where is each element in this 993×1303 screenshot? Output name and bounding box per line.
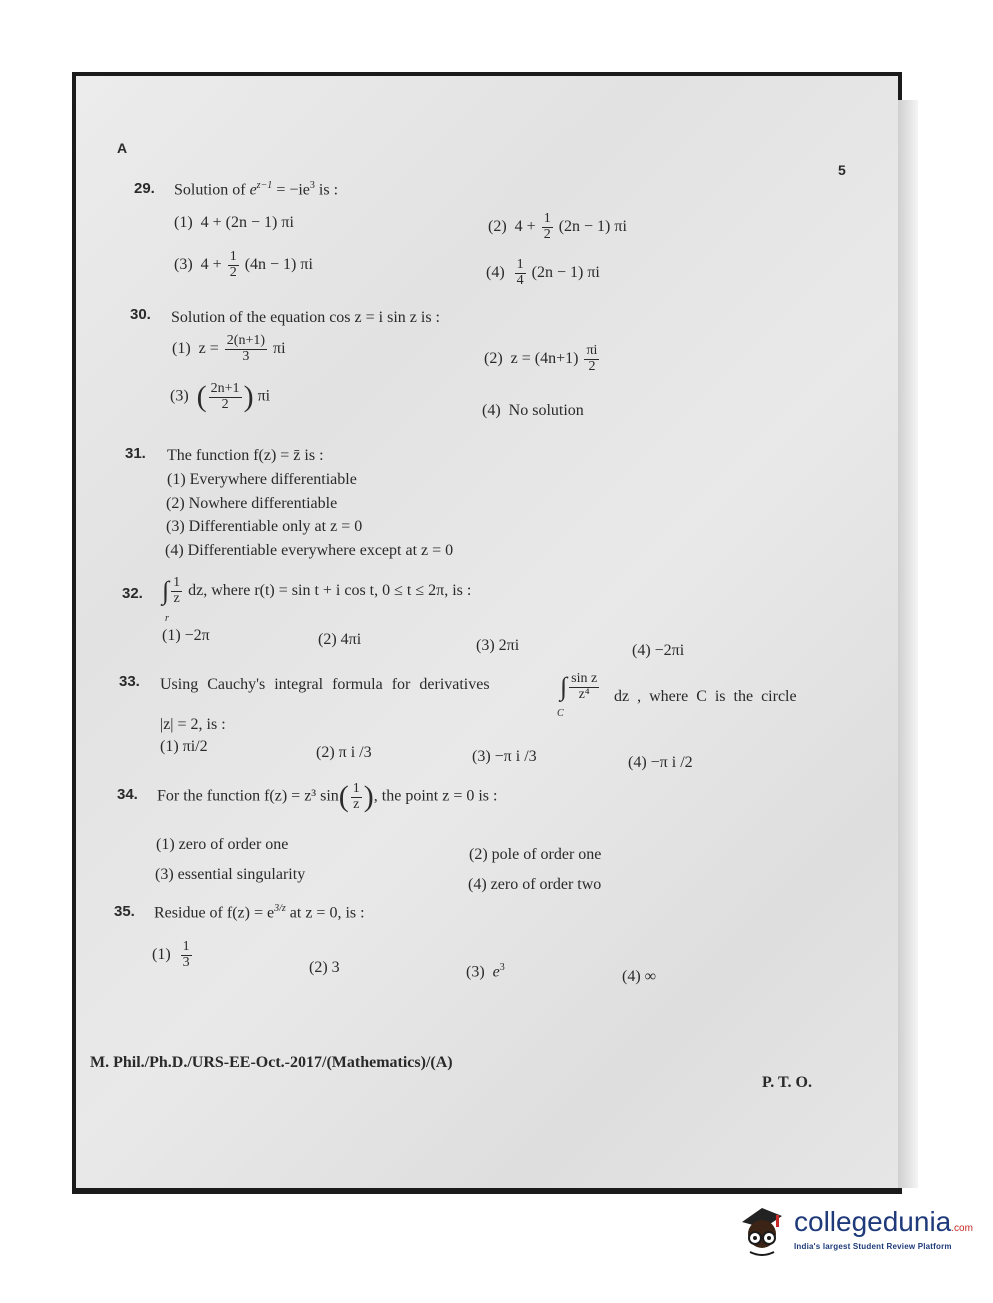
logo-mascot-icon bbox=[736, 1200, 792, 1260]
option-3: (3) $e^3$ bbox=[466, 962, 505, 981]
option-1: (1) z = $\frac{2(n+1)}{3}$ πi bbox=[172, 333, 286, 364]
question-stem: For the function f(z) = z³ sin( $\frac{1}{z}$ ), the point z = 0 is : bbox=[157, 780, 498, 813]
question-stem: ∫ $\frac{1}{z}$ dz, where r(t) = sin t + i cos t, 0 ≤ t ≤ 2π, is : bbox=[162, 575, 472, 606]
question-number: 35. bbox=[114, 903, 135, 920]
option-1: (1) −2π bbox=[162, 627, 210, 644]
option-2: (2) π i /3 bbox=[316, 744, 372, 761]
fraction: $\frac{1}{4}$ bbox=[516, 257, 524, 288]
fraction: $\frac{1}{3}$ bbox=[182, 939, 190, 970]
collegedunia-logo[interactable] bbox=[736, 1200, 973, 1260]
option-3: (3) Differentiable only at z = 0 bbox=[166, 518, 363, 535]
option-1: (1) Everywhere differentiable bbox=[167, 471, 357, 488]
exam-code-footer: M. Phil./Ph.D./URS-EE-Oct.-2017/(Mathematics)/(A) bbox=[90, 1054, 453, 1071]
option-3: (3) 4 + $\frac{1}{2}$ (4n − 1) πi bbox=[174, 249, 313, 280]
question-number: 32. bbox=[122, 585, 143, 602]
fraction: $\frac{1}{2}$ bbox=[543, 211, 551, 242]
fraction: $\frac{2(n+1)}{3}$ bbox=[226, 333, 266, 364]
option-2: (2) Nowhere differentiable bbox=[166, 495, 338, 512]
option-1: (1) πi/2 bbox=[160, 738, 208, 755]
fraction: $\frac{1}{z}$ bbox=[173, 575, 181, 606]
set-letter: A bbox=[117, 140, 128, 156]
question-number: 34. bbox=[117, 786, 138, 803]
fraction: $\frac{\pi i}{2}$ bbox=[586, 343, 598, 374]
integral-subscript: C bbox=[557, 708, 564, 719]
logo-dotcom: .com bbox=[951, 1223, 973, 1234]
question-stem: The function f(z) = z̄ is : bbox=[167, 447, 324, 464]
logo-tagline: India's largest Student Review Platform bbox=[794, 1242, 952, 1251]
fraction: $\frac{\text{sin z}}{\text{z⁴}}$ bbox=[571, 671, 598, 702]
option-2: (2) 4 + $\frac{1}{2}$ (2n − 1) πi bbox=[488, 211, 627, 242]
option-4: (4) Differentiable everywhere except at z = 0 bbox=[165, 542, 454, 559]
option-3: (3) ( $\frac{2n+1}{2}$ ) πi bbox=[170, 380, 271, 413]
option-3: (3) 2πi bbox=[476, 637, 520, 654]
question-stem-cont: dz , where C is the circle bbox=[614, 688, 797, 705]
integral-subscript: r bbox=[165, 613, 169, 624]
question-stem: Residue of $f(z) = e^{3/z}$ at z = 0, is : bbox=[154, 903, 365, 922]
logo-wordmark: collegedunia.com bbox=[794, 1206, 973, 1237]
question-stem: Solution of the equation cos z = i sin z is : bbox=[171, 309, 440, 326]
option-4: (4) zero of order two bbox=[468, 876, 602, 893]
option-3: (3) essential singularity bbox=[155, 866, 306, 883]
question-number: 29. bbox=[134, 180, 155, 197]
option-2: (2) z = (4n+1) $\frac{\pi i}{2}$ bbox=[484, 343, 598, 374]
fraction: $\frac{1}{2}$ bbox=[229, 249, 237, 280]
option-4: (4) No solution bbox=[482, 402, 584, 419]
question-number: 31. bbox=[125, 445, 146, 462]
option-2: (2) 4πi bbox=[318, 631, 362, 648]
question-stem-cont: |z| = 2, is : bbox=[160, 716, 226, 733]
option-1: (1) $\frac{1}{3}$ bbox=[152, 939, 190, 970]
cauchy-integral: ∫ $\frac{\text{sin z}}{\text{z⁴}}$ bbox=[560, 671, 598, 702]
option-4: (4) $\frac{1}{4}$ (2n − 1) πi bbox=[486, 257, 600, 288]
question-number: 33. bbox=[119, 673, 140, 690]
fraction: $\frac{2n+1}{2}$ bbox=[210, 380, 240, 412]
page-number: 5 bbox=[838, 162, 846, 178]
fraction: $\frac{1}{z}$ bbox=[352, 780, 360, 812]
pto-label: P. T. O. bbox=[762, 1074, 812, 1091]
question-stem: Using Cauchy's integral formula for derivatives bbox=[160, 676, 490, 693]
option-4: (4) −π i /2 bbox=[628, 754, 693, 771]
question-stem: Solution of $e^{z-1} = -ie^3$ is : bbox=[174, 180, 339, 199]
option-4: (4) ∞ bbox=[622, 968, 657, 985]
option-4: (4) −2πi bbox=[632, 642, 685, 659]
option-1: (1) zero of order one bbox=[156, 836, 289, 853]
option-2: (2) 3 bbox=[309, 959, 340, 976]
question-number: 30. bbox=[130, 306, 151, 323]
option-2: (2) pole of order one bbox=[469, 846, 602, 863]
option-3: (3) −π i /3 bbox=[472, 748, 537, 765]
option-1: (1) 4 + (2n − 1) πi bbox=[174, 214, 294, 231]
